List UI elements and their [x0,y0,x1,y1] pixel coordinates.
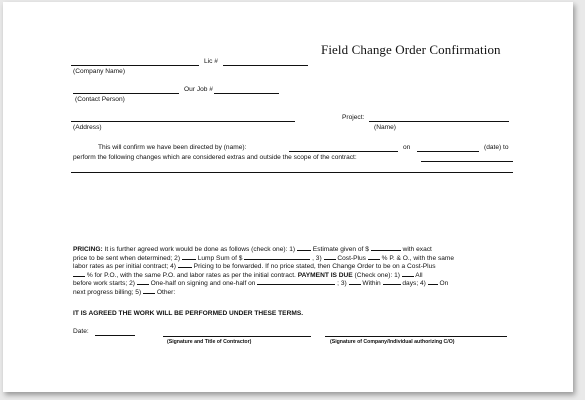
directed-date-line[interactable] [417,151,479,152]
address-caption: (Address) [73,124,102,131]
pricing-line-5: before work starts; 2) One-half on signing and one-half on ; 3) Within days; 4) On [73,280,449,288]
project-name-caption: (Name) [374,124,396,131]
our-job-line[interactable] [214,93,279,94]
company-signature-caption: (Signature of Company/Individual authorizing C/O) [330,339,455,345]
payment-all-blank[interactable] [402,270,414,277]
lic-label: Lic # [204,58,218,65]
confirm-on-label: on [403,144,411,151]
company-name-line[interactable] [71,65,199,66]
confirm-text-1: This will confirm we have been directed by (name): [98,144,247,151]
pricing-line-2: price to be sent when determined; 2) Lump Sum of $ , 3) Cost-Plus % P. & O., with the same [73,254,455,262]
payment-progress-blank[interactable] [428,278,438,285]
pricing-line-4: % for P.O., with the same P.O. and labor rates as per the initial contract. PAYMENT IS DUE (Check one): 1) All [73,270,518,281]
confirm-text-2: perform the following changes which are considered extras and outside the scope of the contract: [73,154,357,161]
lic-number-line[interactable] [223,65,308,66]
po-percent-blank[interactable] [73,270,85,277]
address-line[interactable] [71,121,295,122]
date-line[interactable] [95,335,135,336]
within-days-blank[interactable] [383,278,401,285]
estimate-amount-blank[interactable] [371,244,401,251]
half-on-date-blank[interactable] [257,278,335,285]
cost-plus-percent-blank[interactable] [368,253,380,260]
option-lump-sum-blank[interactable] [182,253,196,260]
payment-half-blank[interactable] [137,278,149,285]
changes-line-2[interactable] [71,172,513,173]
payment-within-blank[interactable] [349,278,361,285]
directed-by-name-line[interactable] [289,151,398,152]
pricing-line-3: labor rates as per initial contract; 4) Pricing to be forwarded. If no price stated, then Change Order to be on a Cost-Plus [73,263,436,271]
contact-person-line[interactable] [73,93,179,94]
confirm-date-label: (date) to [484,144,509,151]
lump-sum-amount-blank[interactable] [244,253,310,260]
contact-person-caption: (Contact Person) [75,96,125,103]
project-label: Project: [342,114,365,121]
company-name-caption: (Company Name) [73,68,126,75]
contractor-signature-caption: (Signature and Title of Contractor) [167,339,252,345]
company-signature-line[interactable] [325,336,507,337]
document-page [3,2,573,392]
our-job-label: Our Job # [184,86,213,93]
pricing-label: PRICING: [73,246,103,253]
payment-other-blank[interactable] [143,287,155,294]
pricing-line-1: PRICING: It is further agreed work would be done as follows (check one): 1) Estimate given of $ with exact [73,246,432,253]
option-estimate-blank[interactable] [297,244,311,251]
agreement-statement: IT IS AGREED THE WORK WILL BE PERFORMED UNDER THESE TERMS. [73,310,304,317]
document-title: Field Change Order Confirmation [321,42,501,57]
option-cost-plus-blank[interactable] [324,253,336,260]
date-label: Date: [73,328,89,335]
option-pricing-forwarded-blank[interactable] [178,261,192,268]
contractor-signature-line[interactable] [163,336,311,337]
project-line[interactable] [369,121,509,122]
pricing-line-6: next progress billing; 5) Other: [73,289,176,296]
changes-line-1[interactable] [421,161,513,162]
